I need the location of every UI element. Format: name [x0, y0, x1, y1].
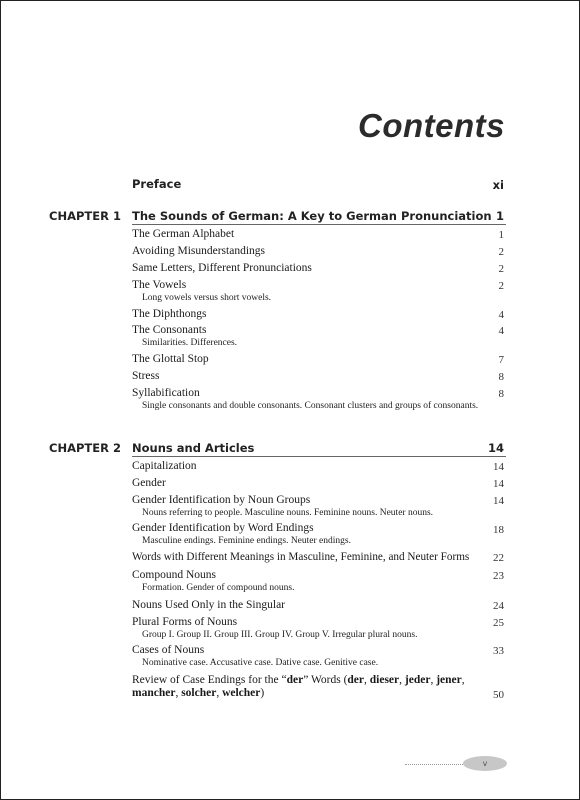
toc-entry: Gender Identification by Word Endings Masculine endings. Feminine endings. Neuter endings.	[132, 522, 487, 547]
chapter-2-title: Nouns and Articles	[132, 441, 255, 455]
toc-entry-subtopics: Formation. Gender of compound nouns.	[142, 583, 295, 593]
preface-label: Preface	[132, 177, 182, 191]
chapter-1-rule	[132, 224, 506, 225]
toc-entry-page: 14	[493, 478, 504, 490]
toc-entry: Cases of Nouns Nominative case. Accusative case. Dative case. Genitive case.	[132, 644, 487, 669]
chapter-1-title: The Sounds of German: A Key to German Pronunciation	[132, 209, 492, 223]
toc-entry-subtopics: Long vowels versus short vowels.	[142, 293, 272, 303]
toc-entry-page: 14	[493, 461, 504, 473]
toc-entry-review: Review of Case Endings for the “der” Words (der, dieser, jeder, jener, mancher, solcher, welcher)	[132, 674, 465, 699]
toc-entry: Compound Nouns Formation. Gender of compound nouns.	[132, 569, 487, 594]
toc-entry: Syllabification Single consonants and double consonants. Consonant clusters and groups of consonants.	[132, 387, 487, 412]
toc-entry-page: 7	[498, 354, 504, 366]
preface-page: xi	[492, 178, 504, 192]
chapter-1-label: CHAPTER 1	[49, 209, 121, 223]
toc-entry-page: 33	[493, 645, 504, 657]
toc-entry-subtopics: Single consonants and double consonants. Consonant clusters and groups of consonants.	[142, 401, 479, 411]
toc-entry: The Glottal Stop	[132, 353, 209, 365]
toc-entry: Gender	[132, 477, 166, 489]
footer-rule	[405, 764, 463, 765]
toc-entry-page: 8	[498, 371, 504, 383]
page-number-tab: v	[463, 756, 507, 771]
toc-entry-subtopics: Nominative case. Accusative case. Dative case. Genitive case.	[142, 658, 379, 668]
toc-entry-page: 23	[493, 570, 504, 582]
toc-entry-page: 24	[493, 600, 504, 612]
toc-entry: Same Letters, Different Pronunciations	[132, 262, 312, 274]
toc-entry-page: 14	[493, 495, 504, 507]
toc-entry: The Consonants Similarities. Differences.	[132, 324, 487, 349]
toc-entry-subtopics: Group I. Group II. Group III. Group IV. Group V. Irregular plural nouns.	[142, 630, 418, 640]
toc-entry-page: 8	[498, 388, 504, 400]
toc-entry-page: 2	[498, 280, 504, 292]
toc-entry-page: 1	[498, 229, 504, 241]
toc-entry-page: 4	[498, 325, 504, 337]
toc-entry-subtopics: Nouns referring to people. Masculine nouns. Feminine nouns. Neuter nouns.	[142, 508, 434, 518]
toc-entry-page: 25	[493, 617, 504, 629]
toc-entry-page: 22	[493, 552, 504, 564]
toc-entry-page: 4	[498, 309, 504, 321]
toc-entry: The Diphthongs	[132, 308, 207, 320]
chapter-2-label: CHAPTER 2	[49, 441, 121, 455]
toc-entry: Stress	[132, 370, 160, 382]
toc-entry: Capitalization	[132, 460, 197, 472]
chapter-2-rule	[132, 456, 506, 457]
toc-entry-page: 18	[493, 524, 504, 536]
chapter-1-page: 1	[495, 209, 504, 223]
toc-entry-subtopics: Masculine endings. Feminine endings. Neuter endings.	[142, 536, 351, 546]
toc-entry-page: 50	[493, 689, 504, 701]
toc-entry: Plural Forms of Nouns Group I. Group II. Group III. Group IV. Group V. Irregular plural nouns.	[132, 616, 487, 641]
chapter-2-page: 14	[487, 441, 504, 455]
toc-entry: Gender Identification by Noun Groups Nouns referring to people. Masculine nouns. Feminine nouns. Neuter nouns.	[132, 494, 487, 519]
toc-entry-page: 2	[498, 263, 504, 275]
toc-entry: Nouns Used Only in the Singular	[132, 599, 286, 611]
toc-entry: Avoiding Misunderstandings	[132, 245, 265, 257]
toc-entry: The German Alphabet	[132, 228, 235, 240]
toc-entry: The Vowels Long vowels versus short vowels.	[132, 279, 487, 304]
toc-entry-subtopics: Similarities. Differences.	[142, 338, 238, 348]
toc-entry-page: 2	[498, 246, 504, 258]
toc-entry: Words with Different Meanings in Masculine, Feminine, and Neuter Forms	[132, 551, 470, 563]
page-title: Contents	[358, 107, 505, 144]
